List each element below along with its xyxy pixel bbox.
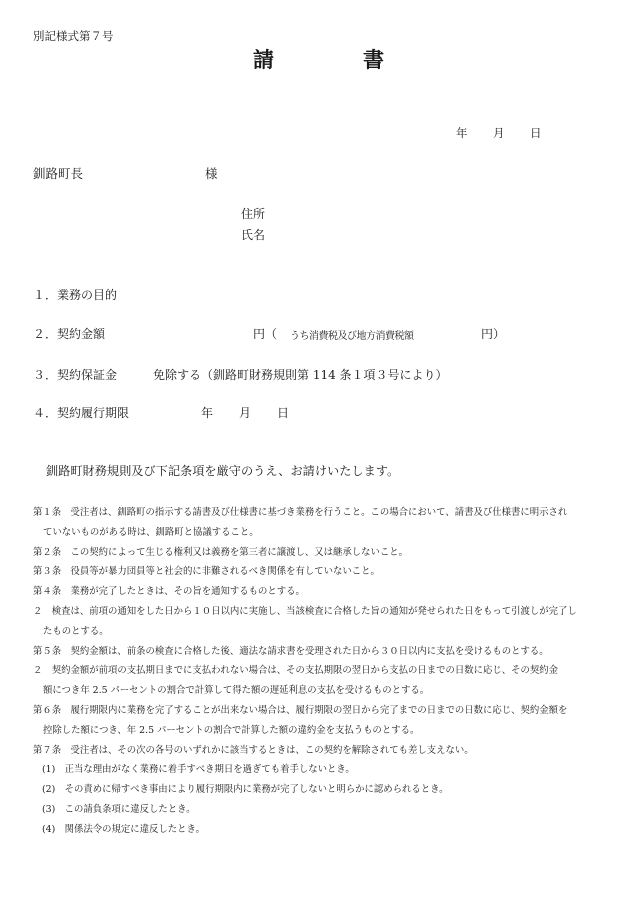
clause-line: 第３条 役員等が暴力団員等と社会的に非難されるべき関係を有していないこと。 — [33, 566, 380, 578]
item-guarantee-value: 免除する（釧路町財務規則第 114 条１項３号により） — [153, 368, 448, 382]
date-month: 月 — [493, 126, 505, 140]
document-title-2: 書 — [363, 48, 384, 72]
clause-line: 額につき年 2.5 パーセントの割合で計算して得た額の遅延利息の支払を受けるものとする。 — [43, 685, 430, 697]
intro-statement: 釧路町財務規則及び下記条項を厳守のうえ、お請けいたします。 — [46, 464, 400, 478]
item-amount-yen-end: 円） — [481, 327, 506, 341]
item-period-month: 月 — [239, 406, 252, 420]
clause-line: (3) この請負条項に違反したとき。 — [42, 803, 196, 815]
clause-line: 第４条 業務が完了したときは、その旨を通知するものとする。 — [33, 586, 305, 598]
item-period-year: 年 — [201, 406, 214, 420]
clause-line: ていないものがある時は、釧路町と協議すること。 — [43, 526, 259, 538]
document-title: 請 — [253, 48, 274, 72]
clause-line: (1) 正当な理由がなく業務に着手すべき期日を過ぎても着手しないとき。 — [42, 764, 355, 776]
clause-line: 第５条 契約金額は、前条の検査に合格した後、適法な請求書を受理された日から３０日以内に支払を受けるものとする。 — [33, 645, 549, 657]
clause-line: 第２条 この契約によって生じる権利又は義務を第三者に譲渡し、又は継承しないこと。 — [33, 546, 409, 558]
clause-line: (4) 関係法令の規定に違反したとき。 — [42, 823, 205, 835]
clause-line: (2) その責めに帰すべき事由により履行期限内に業務が完了しないと明らかに認められるとき。 — [42, 784, 449, 796]
item-amount-yen: 円（ — [253, 327, 278, 341]
item-guarantee-label: ３．契約保証金 — [33, 368, 118, 382]
clause-line: ２ 契約金額が前項の支払期日までに支払われない場合は、その支払期限の翌日から支払の日までの日数に応じ、その契約金 — [33, 665, 559, 677]
item-amount-tax: うち消費税及び地方消費税額 — [290, 331, 414, 342]
address-label: 住所 — [241, 207, 266, 221]
clause-line: 第１条 受注者は、釧路町の指示する請書及び仕様書に基づき業務を行うこと。この場合において、請書及び仕様書に明示され — [33, 507, 568, 518]
clause-line: たものとする。 — [43, 625, 109, 637]
clause-line: 第６条 履行期限内に業務を完了することが出来ない場合は、履行期限の翌日から完了までの日までの日数に応じ、契約金額を — [33, 704, 568, 716]
addressee: 釧路町長 — [33, 166, 84, 181]
form-number: 別記様式第７号 — [33, 29, 114, 43]
clauses — [33, 503, 613, 840]
item-period-label: ４．契約履行期限 — [33, 406, 130, 420]
addressee-honorific: 様 — [205, 166, 218, 181]
clause-line: ２ 検査は、前項の通知をした日から１０日以内に実施し、当該検査に合格した旨の通知が発せられた日をもって引渡しが完了し — [33, 605, 577, 617]
name-label: 氏名 — [241, 228, 266, 242]
date-day: 日 — [530, 126, 542, 140]
clause-line: 第７条 受注者は、その次の各号のいずれかに該当するときは、この契約を解除されても差し支えない。 — [33, 744, 474, 756]
item-amount-label: ２．契約金額 — [33, 327, 106, 341]
item-purpose: １．業務の目的 — [33, 288, 118, 302]
date-year: 年 — [456, 126, 468, 140]
clause-line: 控除した額につき、年 2.5 パーセントの割合で計算した額の違約金を支払うものとする。 — [43, 724, 420, 736]
item-period-day: 日 — [277, 406, 290, 420]
